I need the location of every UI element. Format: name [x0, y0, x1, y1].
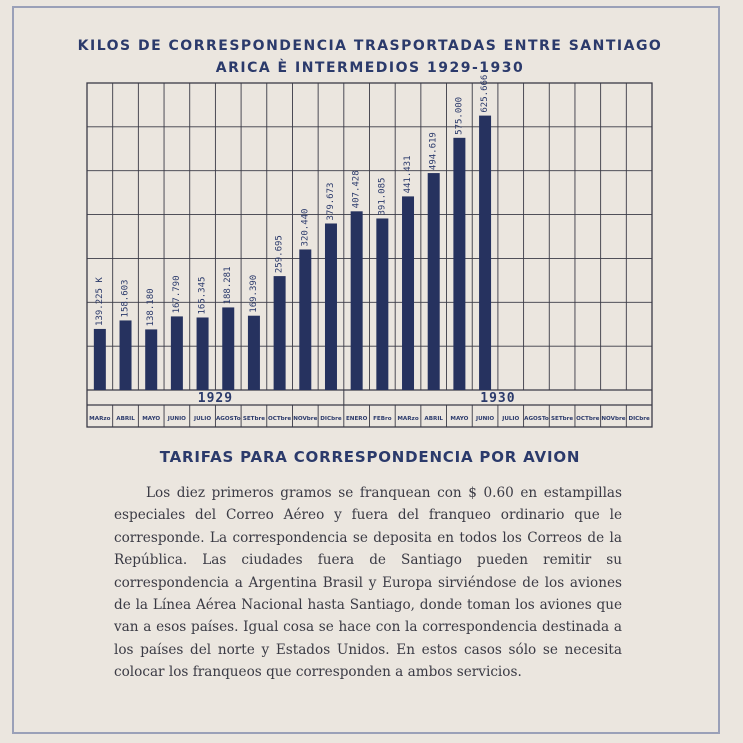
bar	[325, 223, 337, 390]
month-label: AGOSTo	[215, 416, 241, 422]
month-label: MARzo	[89, 416, 111, 422]
bar	[248, 316, 260, 390]
bar-value-label: 575.000	[454, 96, 465, 135]
bar	[453, 138, 465, 390]
bar	[171, 316, 183, 390]
bar-value-label: 158.603	[120, 279, 131, 318]
bar-value-label: 391.085	[377, 177, 388, 216]
bar	[299, 249, 311, 390]
month-label: NOVbre	[293, 416, 318, 422]
bar	[274, 276, 286, 390]
bar-value-label: 165.345	[197, 276, 208, 315]
bar-value-label: 441.431	[403, 155, 414, 194]
month-label: MAYO	[142, 416, 161, 422]
bar	[428, 173, 440, 390]
bar	[120, 320, 132, 390]
month-label: ENERO	[345, 416, 368, 422]
month-label: NOVbre	[601, 416, 626, 422]
bar	[479, 116, 491, 390]
bar	[145, 329, 157, 390]
month-label: OCTbre	[267, 416, 292, 422]
bar	[351, 211, 363, 390]
bar-value-label: 259.695	[274, 235, 285, 274]
tarifas-paragraph: Los diez primeros gramos se franquean con $ 0.60 en estampillas especiales del Correo Aéreo y fuera del franqueo ordinario que le corresponde. La correspondencia se deposita en todos los Correos de la República. Las ciudades fuera de Santiago pueden remitir su correspondencia a Argentina Brasil y Europa sirviéndose de los aviones de la Línea Aérea Nacional hasta Santiago, donde toman los aviones que van a esos países. Igual cosa se hace con la correspondencia destinada a los países del norte y Estados Unidos. En estos casos sólo se necesita colocar los franqueos que corresponden a ambos servicios.	[114, 485, 622, 681]
chart-subtitle: ARICA È INTERMEDIOS 1929-1930	[215, 60, 525, 76]
year-label: 1930	[480, 391, 516, 406]
bar-value-label: 167.790	[171, 275, 182, 314]
bar-value-label: 494.619	[428, 132, 439, 171]
chart-title: KILOS DE CORRESPONDENCIA TRASPORTADAS ENTRE SANTIAGO	[77, 38, 663, 54]
bar	[402, 196, 414, 390]
bar-value-label: 407.428	[351, 170, 362, 209]
bar	[376, 218, 388, 390]
month-label: MARzo	[397, 416, 419, 422]
month-label: ABRIL	[424, 416, 443, 422]
month-label: MAYO	[450, 416, 469, 422]
month-label: JUNIO	[167, 416, 186, 422]
month-label: ABRIL	[116, 416, 135, 422]
bar	[197, 317, 209, 390]
bar-value-label: 188.281	[223, 266, 234, 305]
bar-value-label: 139.225 K	[94, 277, 105, 326]
tarifas-heading: TARIFAS PARA CORRESPONDENCIA POR AVION	[159, 448, 581, 466]
bar-value-label: 138.180	[146, 288, 157, 327]
bar	[222, 307, 234, 390]
month-label: DICbre	[628, 416, 650, 422]
month-label: DICbre	[320, 416, 342, 422]
bar	[94, 329, 106, 390]
month-label: AGOSTo	[524, 416, 549, 422]
month-label: JULIO	[194, 416, 212, 422]
month-label: JULIO	[502, 416, 520, 422]
month-label: FEBro	[373, 416, 392, 422]
month-label: SETbre	[242, 416, 266, 422]
month-label: JUNIO	[475, 416, 495, 422]
bar-value-label: 625.666	[480, 74, 491, 113]
month-label: SETbre	[550, 416, 574, 422]
bar-value-label: 379.673	[325, 182, 336, 221]
month-label: OCTbre	[576, 416, 600, 422]
year-label: 1929	[197, 391, 234, 406]
bar-value-label: 320.440	[300, 208, 311, 247]
bar-value-label: 169.390	[248, 274, 259, 313]
